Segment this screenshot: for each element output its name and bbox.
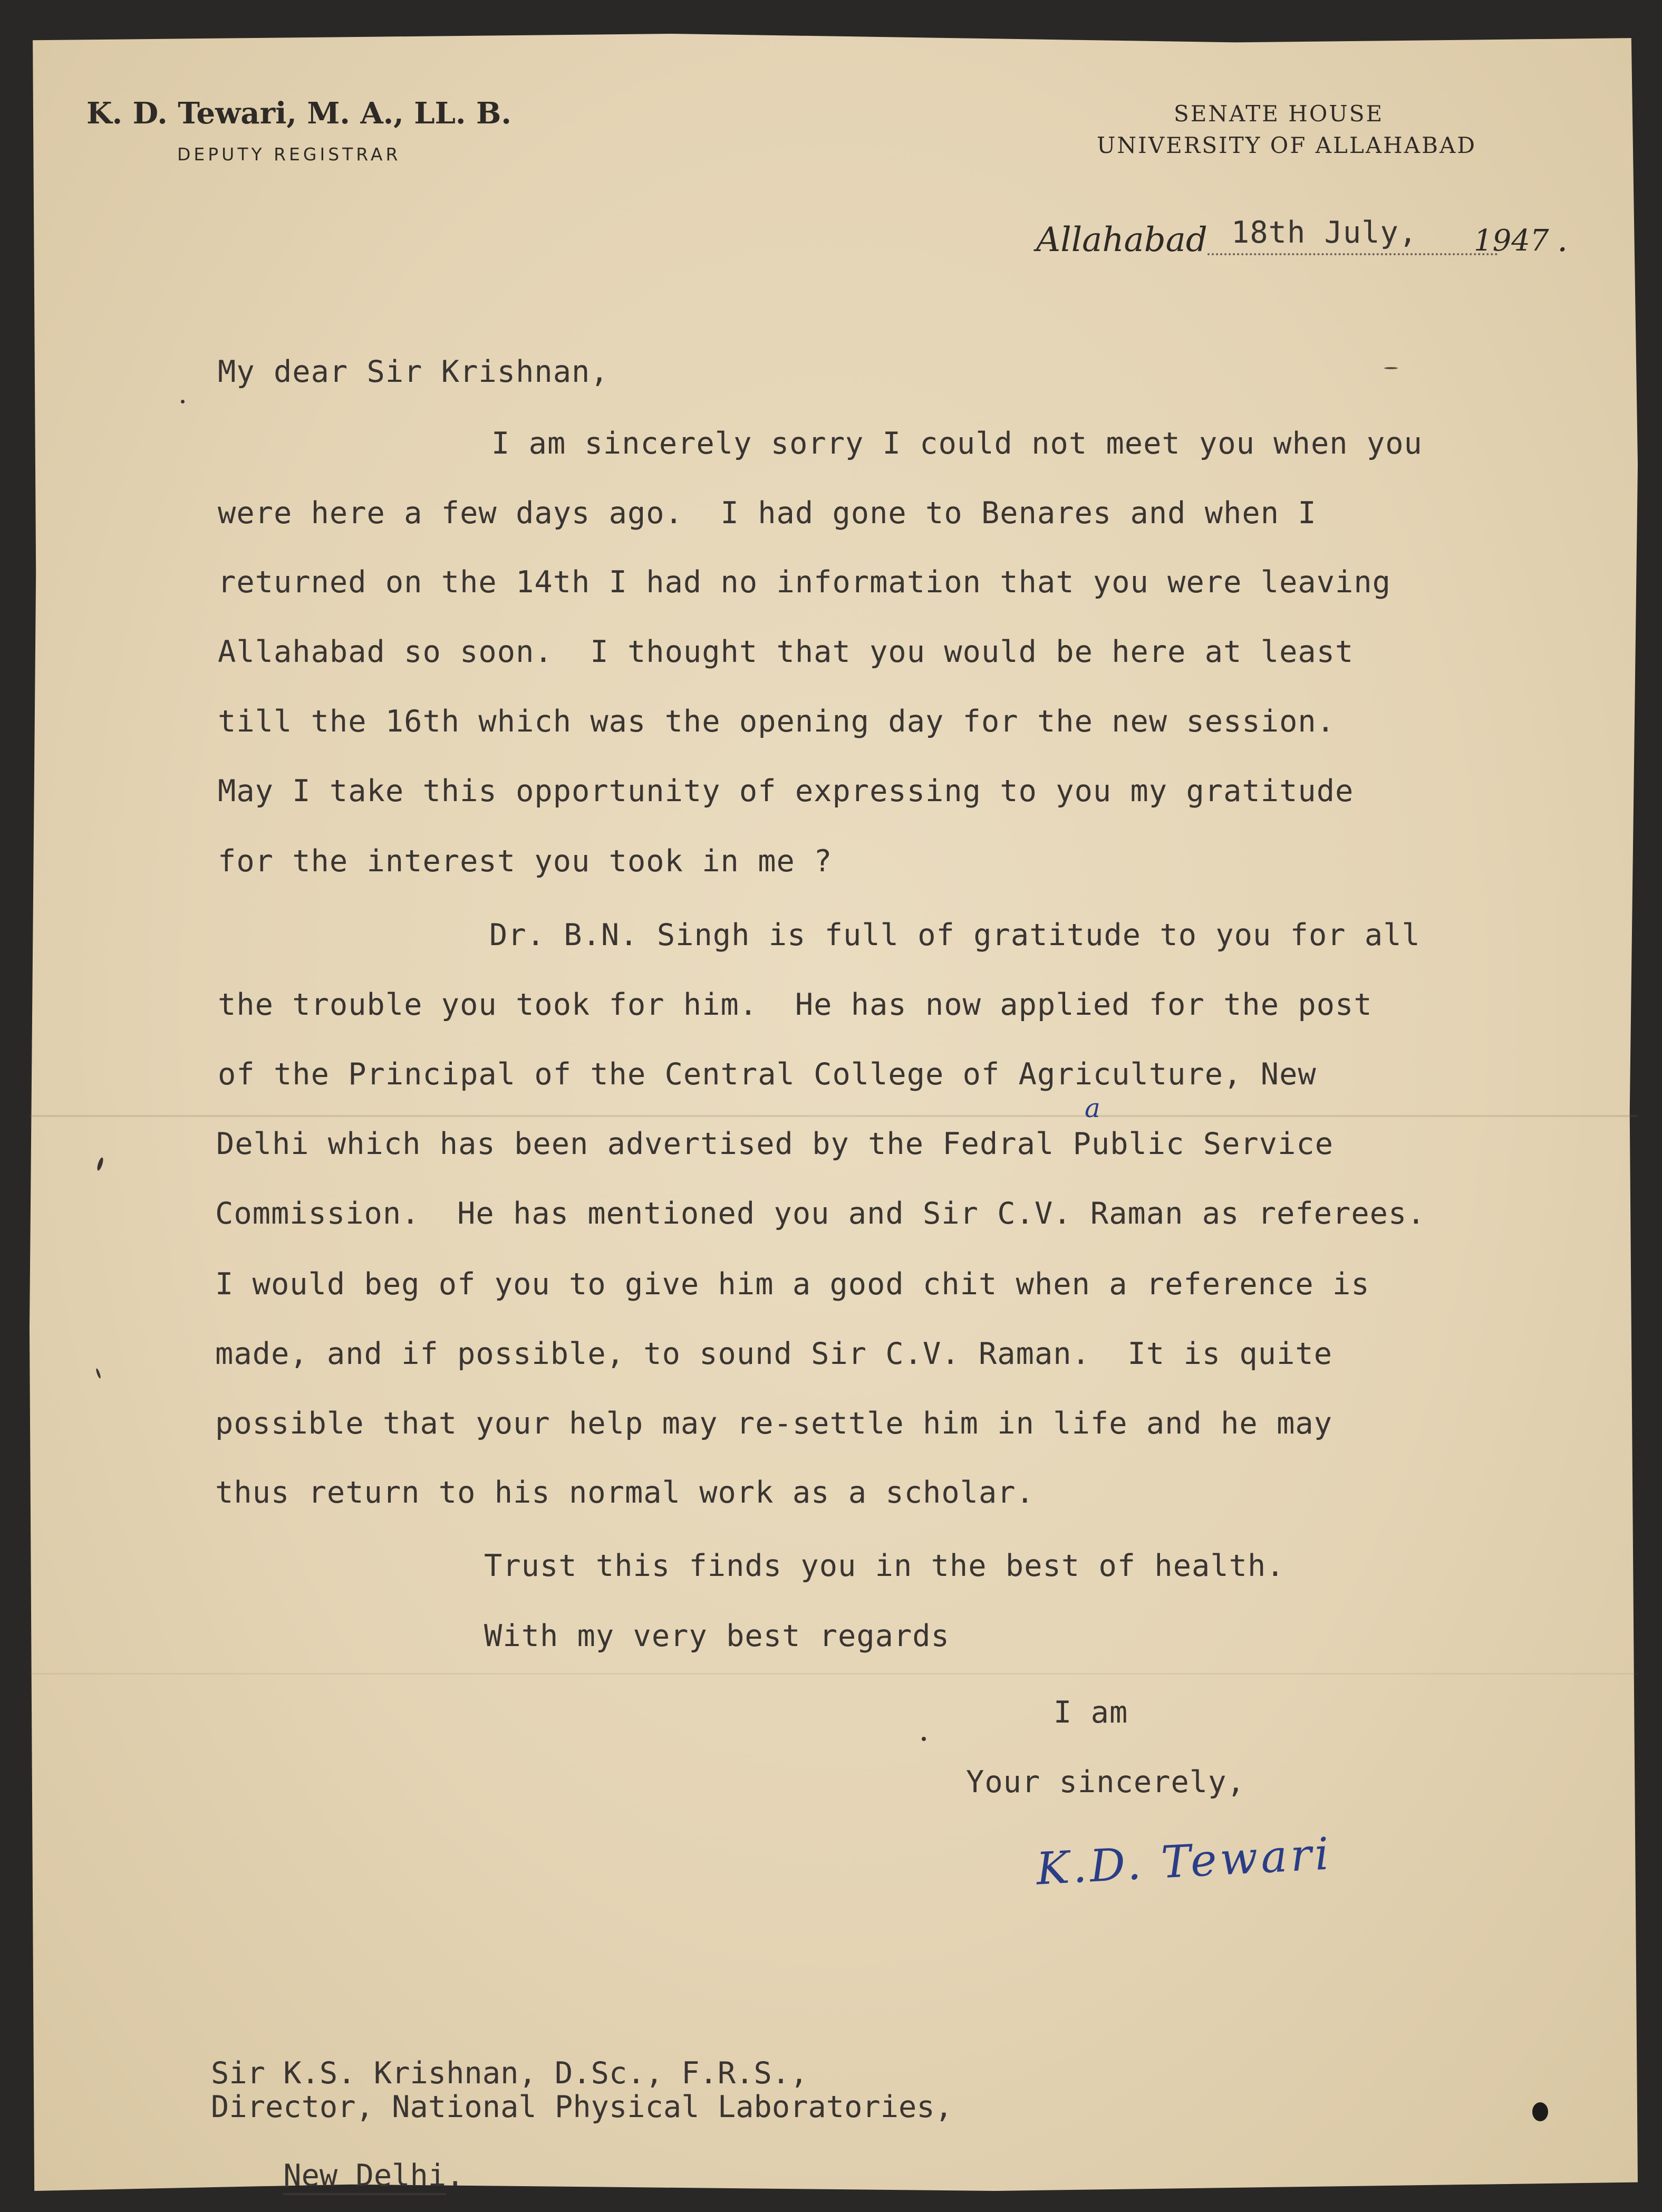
- recipient-address-line-1: Sir K.S. Krishnan, D.Sc., F.R.S.,: [211, 2056, 808, 2091]
- paper-hole: [1532, 2102, 1548, 2121]
- body-line: Dr. B.N. Singh is full of gratitude to you for all: [489, 918, 1421, 953]
- paper-speck: [181, 400, 185, 403]
- letterhead-office-line-2: UNIVERSITY OF ALLAHABAD: [1097, 132, 1476, 158]
- dateline-year: 1947: [1474, 224, 1549, 258]
- recipient-city: New Delhi: [283, 2158, 446, 2195]
- dateline-date-field: [1207, 215, 1497, 255]
- recipient-address-end-mark: .: [446, 2158, 465, 2193]
- recipient-address-line-2: Director, National Physical Laboratories,: [211, 2090, 953, 2124]
- body-line: I would beg of you to give him a good chit when a reference is: [215, 1267, 1370, 1302]
- handwritten-signature: K.D. Tewari: [1035, 1828, 1334, 1895]
- letterhead-designation: DEPUTY REGISTRAR: [177, 144, 401, 165]
- closing-line-1: I am: [1054, 1695, 1128, 1730]
- body-line: Commission. He has mentioned you and Sir C.V. Raman as referees.: [215, 1196, 1426, 1231]
- dateline-place: Allahabad: [1036, 220, 1207, 259]
- dateline-date: 18th July,: [1231, 215, 1418, 250]
- closing-line-2: Your sincerely,: [966, 1765, 1245, 1800]
- paper-speck: [1384, 367, 1398, 369]
- handwritten-correction: a: [1085, 1093, 1100, 1123]
- letterhead-name: K. D. Tewari, M. A., LL. B.: [86, 96, 511, 131]
- body-line: for the interest you took in me ?: [218, 844, 833, 879]
- body-line: Trust this finds you in the best of health.: [484, 1549, 1285, 1583]
- letterhead-office-line-1: SENATE HOUSE: [1174, 101, 1384, 127]
- body-line: Allahabad so soon. I thought that you would be here at least: [218, 634, 1354, 669]
- body-line: till the 16th which was the opening day for the new session.: [218, 704, 1336, 739]
- body-line: were here a few days ago. I had gone to Benares and when I: [218, 496, 1317, 531]
- body-line: of the Principal of the Central College of Agriculture, New: [218, 1057, 1317, 1092]
- body-line: With my very best regards: [484, 1619, 950, 1653]
- paper-fold-line: [30, 1115, 1638, 1117]
- body-line: returned on the 14th I had no information that you were leaving: [218, 565, 1391, 600]
- body-line: the trouble you took for him. He has now applied for the post: [218, 987, 1373, 1022]
- paper-speck: [922, 1737, 926, 1741]
- body-line: thus return to his normal work as a scholar.: [215, 1475, 1035, 1510]
- salutation: My dear Sir Krishnan,: [218, 354, 609, 389]
- body-line: I am sincerely sorry I could not meet you when you: [491, 426, 1423, 461]
- body-line: May I take this opportunity of expressing to you my gratitude: [218, 774, 1354, 809]
- body-line: made, and if possible, to sound Sir C.V. Raman. It is quite: [215, 1336, 1333, 1371]
- dateline-end-mark: .: [1557, 220, 1568, 259]
- paper-fold-line: [30, 1673, 1638, 1675]
- body-line: possible that your help may re-settle him in life and he may: [215, 1406, 1333, 1441]
- body-line: Delhi which has been advertised by the Fedral Public Service: [216, 1127, 1334, 1161]
- recipient-address-line-3: [211, 2123, 464, 2212]
